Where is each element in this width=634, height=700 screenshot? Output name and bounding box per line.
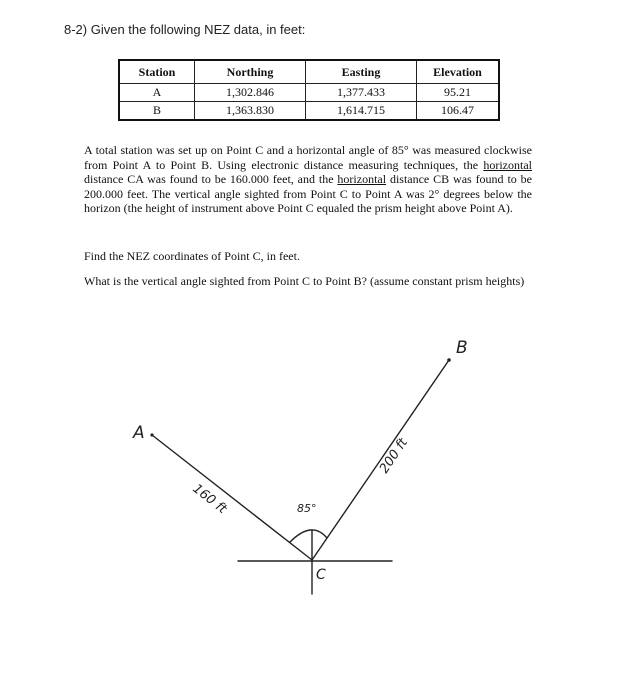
question-vertical-angle: What is the vertical angle sighted from Point C to Point B? (assume constant prism heights) [84,274,525,288]
label-b: B [456,338,468,358]
paragraph-text: distance CB was found to be 200.000 feet. The vertical angle sighted from Point C to Point A was 2° degrees below the horizon (the height of instrument above Point C equaled the prism height above Point A). [84,172,532,215]
angle-arc [290,530,327,542]
paragraph-text: A total station was set up on Point C and a horizontal angle of 85° was measured clockwise from Point A to Point B. Using electronic distance measuring techniques, the [84,143,532,172]
header-station: Station [119,60,195,84]
paragraph-text: distance CA was found to be 160.000 feet, and the [84,172,338,186]
angle-label: 85° [297,502,317,515]
label-a: A [133,423,145,443]
point-b-dot [447,358,451,362]
underlined-word: horizontal [337,172,387,186]
header-northing: Northing [195,60,306,84]
cell-easting: 1,377.433 [306,84,417,102]
cell-northing: 1,302.846 [195,84,306,102]
cell-easting: 1,614.715 [306,102,417,121]
cell-northing: 1,363.830 [195,102,306,121]
header-elevation: Elevation [417,60,500,84]
question-coordinates: Find the NEZ coordinates of Point C, in feet. [84,249,300,263]
header-easting: Easting [306,60,417,84]
cell-elevation: 106.47 [417,102,500,121]
point-a-dot [150,433,153,436]
cell-station: B [119,102,195,121]
label-c: C [316,567,326,583]
underlined-word: horizontal [483,157,532,172]
line-ca [152,435,312,560]
problem-title: 8-2) Given the following NEZ data, in feet: [64,22,306,37]
distance-ca-label: 160 ft [189,481,230,517]
line-cb [312,360,449,560]
distance-cb-label: 200 ft [376,435,411,477]
cell-elevation: 95.21 [417,84,500,102]
cell-station: A [119,84,195,102]
